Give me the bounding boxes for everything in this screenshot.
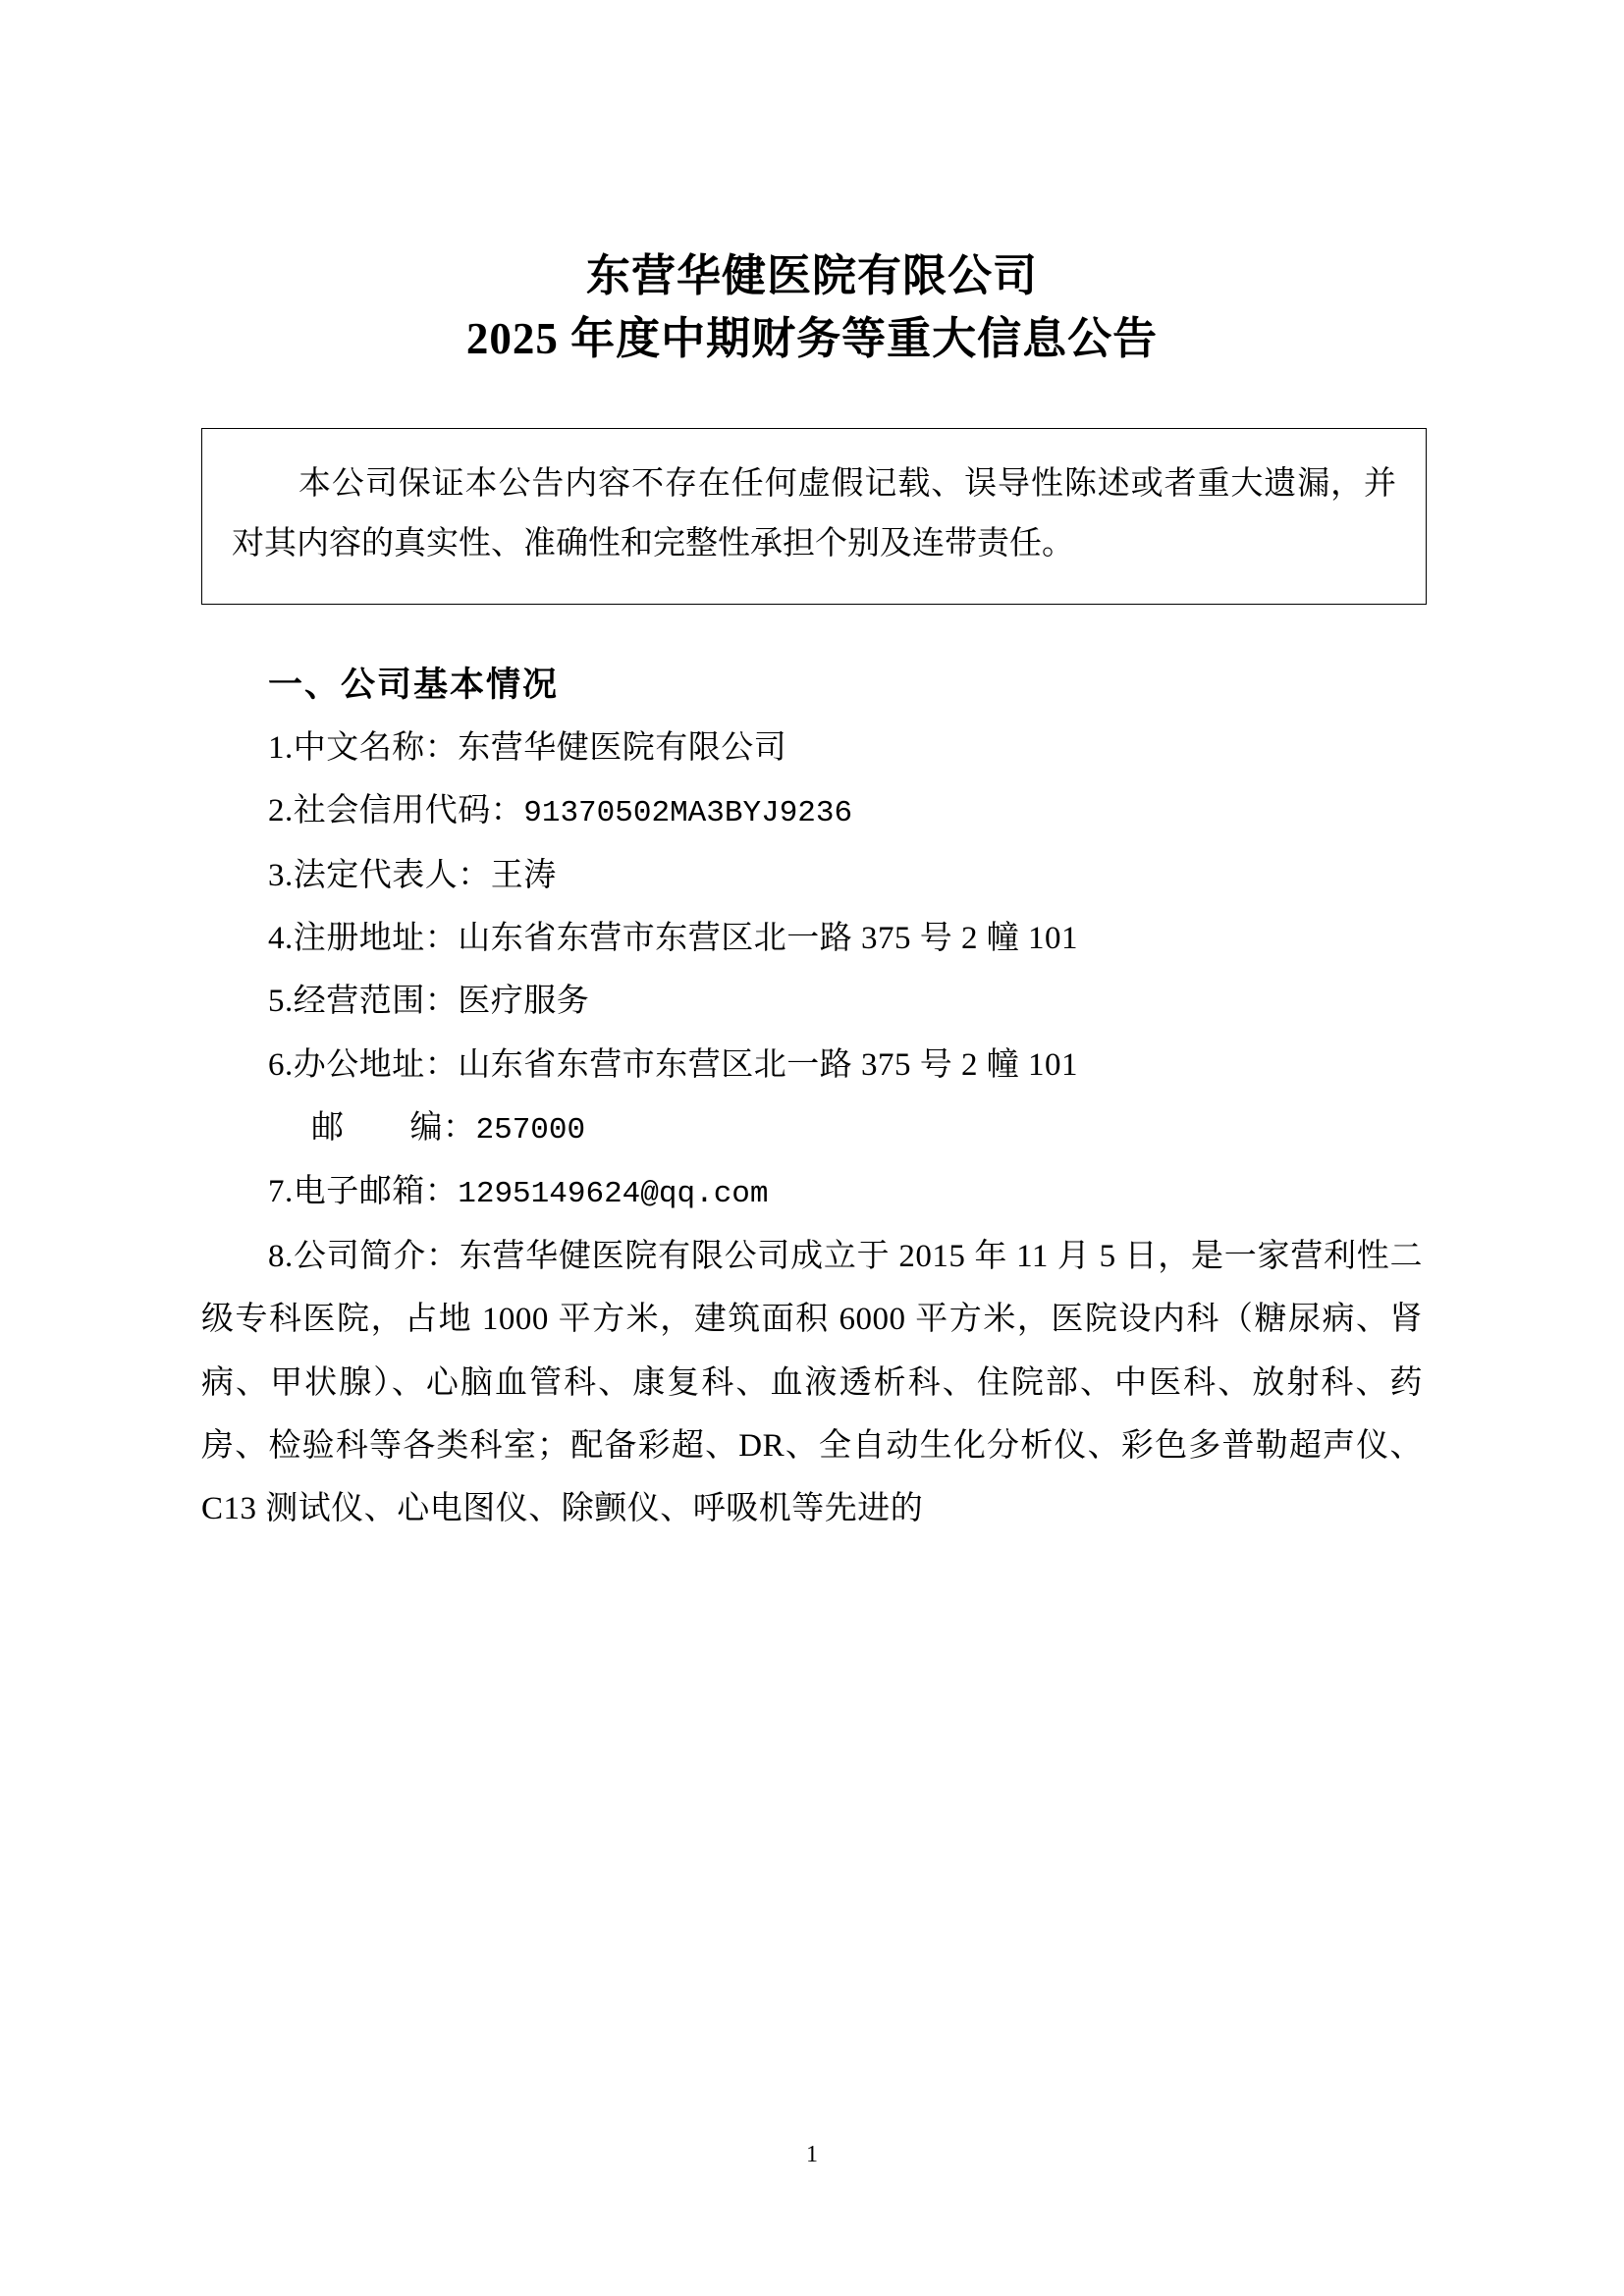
list-item: [201, 717, 1423, 779]
postcode-value: 257000: [475, 1113, 586, 1148]
item-label: 4.注册地址：: [268, 921, 459, 956]
section-heading-company-basics: 一、公司基本情况: [268, 665, 560, 704]
email-line: [201, 1160, 1423, 1224]
email-value: 1295149624@qq.com: [458, 1177, 769, 1212]
item-value: 山东省东营市东营区北一路 375 号 2 幢 101: [458, 1046, 1078, 1083]
page-title: [201, 245, 1423, 371]
item-label: 1.中文名称：: [268, 729, 459, 766]
list-item: [201, 844, 1423, 907]
list-item: [201, 970, 1423, 1033]
item-label: 3.法定代表人：: [268, 857, 491, 893]
item-value: 王涛: [490, 857, 557, 893]
email-label: 7.电子邮箱：: [268, 1174, 459, 1210]
page-title-line-1: 东营华健医院有限公司: [585, 251, 1038, 300]
item-value: 东营华健医院有限公司: [458, 729, 787, 766]
disclaimer-box: [201, 428, 1427, 605]
item-value: 91370502MA3BYJ9236: [523, 796, 853, 831]
page-number: 1: [806, 2142, 818, 2167]
disclaimer-text: 本公司保证本公告内容不存在任何虚假记载、误导性陈述或者重大遗漏，并对其内容的真实性、准确性和完整性承担个别及连带责任。: [232, 465, 1396, 561]
list-item: [201, 907, 1423, 970]
item-value: 山东省东营市东营区北一路 375 号 2 幢 101: [458, 921, 1078, 956]
item-value: 医疗服务: [458, 984, 590, 1020]
list-item: [201, 1034, 1423, 1096]
item-label: 6.办公地址：: [268, 1046, 459, 1083]
postcode-label: 邮 编：: [311, 1110, 476, 1147]
company-intro-paragraph: 8.公司简介：东营华健医院有限公司成立于 2015 年 11 月 5 日，是一家营利性二级专科医院，占地 1000 平方米，建筑面积 6000 平方米，医院设内科（糖尿病、肾病、甲状腺）、心脑血管科、康复科、血液透析科、住院部、中医科、放射科、药房、检验科等各类科室；配备彩超、DR、全自动生化分析仪、彩色多普勒超声仪、C13 测试仪、心电图仪、除颤仪、呼吸机等先进的: [201, 1238, 1423, 1527]
item-label: 2.社会信用代码：: [268, 793, 524, 829]
postcode-line: [201, 1096, 1423, 1160]
page-title-line-2: 2025 年度中期财务等重大信息公告: [465, 313, 1159, 363]
list-item: [201, 779, 1423, 843]
item-label: 5.经营范围：: [268, 984, 459, 1020]
